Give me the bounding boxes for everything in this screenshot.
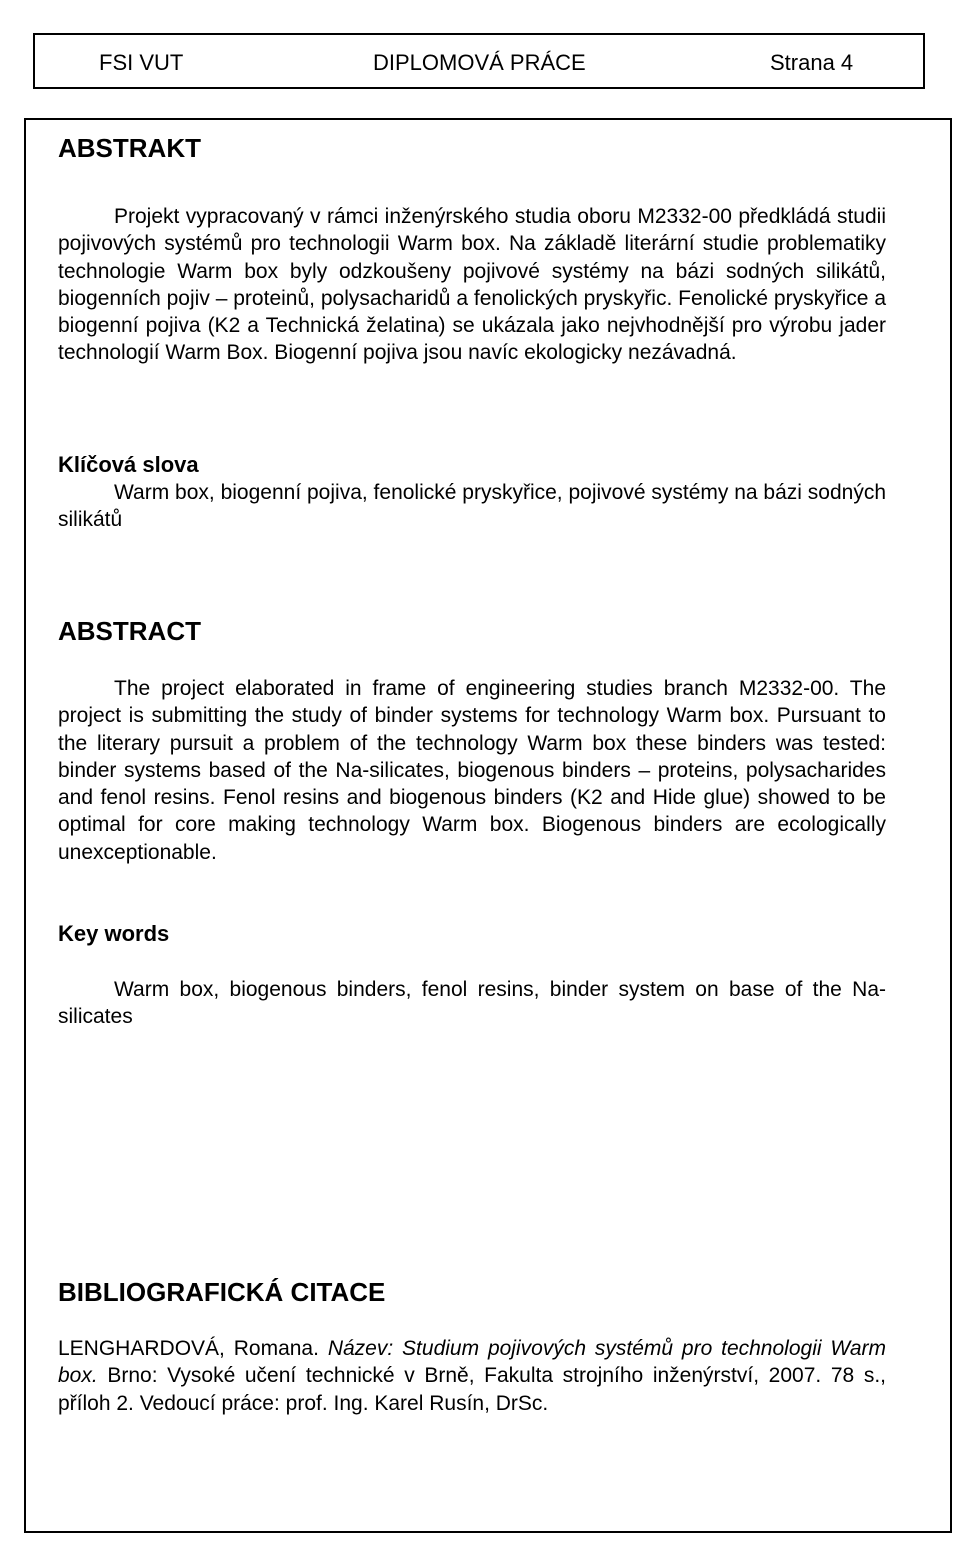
citace-publication-details: Brno: Vysoké učení technické v Brně, Fakulta strojního inženýrství, 2007. 78 s., příloh 2. Vedoucí práce: prof. Ing. Karel Rusín, DrSc. xyxy=(58,1364,886,1415)
key-words-section xyxy=(58,921,886,947)
citace-section xyxy=(58,1277,886,1307)
klicova-slova-title: Klíčová slova xyxy=(58,452,199,477)
header-document-type: DIPLOMOVÁ PRÁCE xyxy=(373,50,586,75)
key-words-text: Warm box, biogenous binders, fenol resins, binder system on base of the Na-silicates xyxy=(58,978,886,1029)
abstrakt-body xyxy=(58,203,886,367)
key-words-title: Key words xyxy=(58,921,170,946)
citace-title: BIBLIOGRAFICKÁ CITACE xyxy=(58,1277,386,1307)
klicova-slova-text: Warm box, biogenní pojiva, fenolické pryskyřice, pojivové systémy na bázi sodných silikátů xyxy=(58,481,886,532)
abstract-body xyxy=(58,675,886,866)
abstrakt-section xyxy=(58,133,886,163)
header-institution: FSI VUT xyxy=(99,50,184,75)
citace-body xyxy=(58,1335,886,1417)
page-header xyxy=(33,33,925,89)
klicova-slova-body xyxy=(58,479,886,534)
klicova-slova-section xyxy=(58,452,886,478)
abstract-title: ABSTRACT xyxy=(58,616,201,646)
abstract-text: The project elaborated in frame of engineering studies branch M2332-00. The project is submitting the study of binder systems for technology Warm box. Pursuant to the literary pursuit a problem of the technology Warm box these binders was tested: binder systems based of the Na-silicates, biogenous binders – proteins, polysacharides and fenol resins. Fenol resins and biogenous binders (K2 and Hide glue) showed to be optimal for core making technology Warm box. Biogenous binders are ecologically unexceptionable. xyxy=(58,677,886,864)
abstrakt-text: Projekt vypracovaný v rámci inženýrského studia oboru M2332-00 předkládá studii pojivových systémů pro technologii Warm box. Na základě literární studie problematiky technologie Warm box byly odzkoušeny pojivové systémy na bázi sodných silikátů, biogenních pojiv – proteinů, polysacharidů a fenolických pryskyřic. Fenolické pryskyřice a biogenní pojiva (K2 a Technická želatina) se ukázala jako nejvhodnější pro výrobu jader technologií Warm Box. Biogenní pojiva jsou navíc ekologicky nezávadná. xyxy=(58,205,886,365)
abstrakt-title: ABSTRAKT xyxy=(58,133,201,163)
citace-work-title: Název: Studium pojivových systémů pro technologii Warm box. xyxy=(58,1337,886,1388)
abstract-section xyxy=(58,616,886,646)
key-words-body xyxy=(58,976,886,1031)
header-page-number: Strana 4 xyxy=(770,50,854,75)
citace-author: LENGHARDOVÁ, Romana. xyxy=(58,1337,319,1360)
